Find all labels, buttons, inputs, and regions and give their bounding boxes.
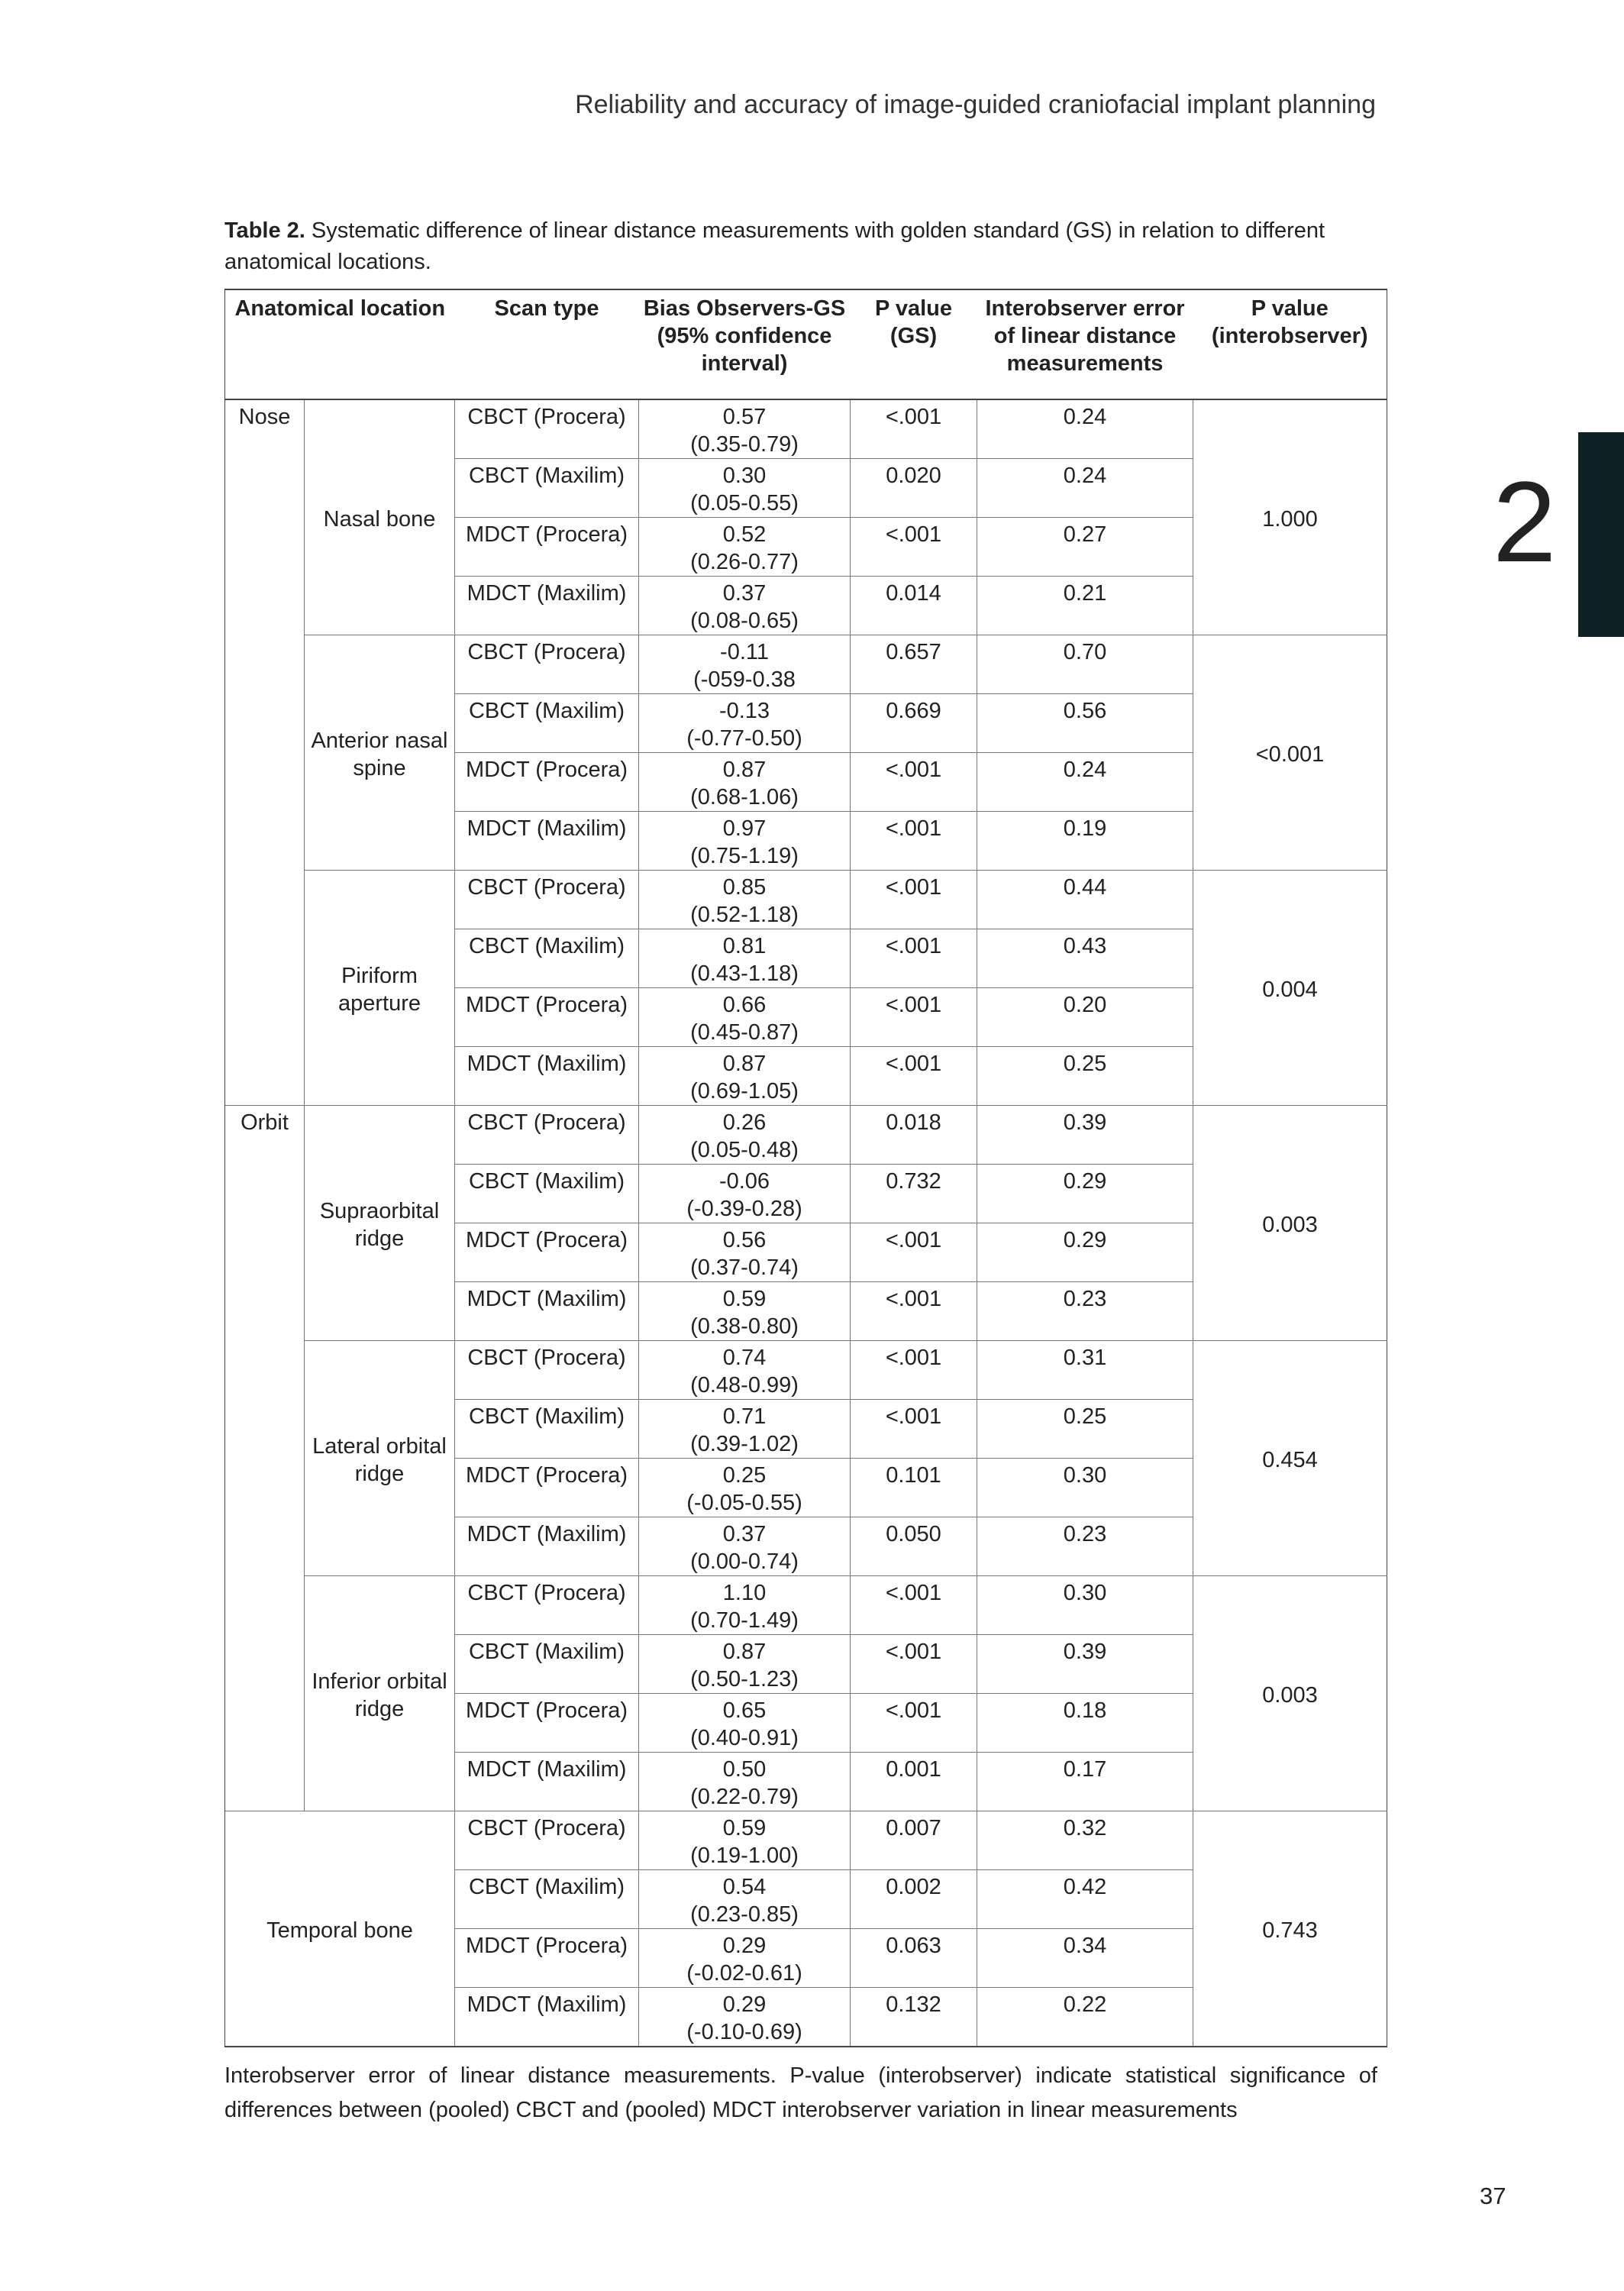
bias-value: 0.26 [722, 1110, 767, 1135]
ci-value: (0.43-1.18) [690, 961, 799, 986]
scan-type-cell: CBCT (Maxilim) [455, 929, 639, 988]
p-gs-cell: <.001 [851, 753, 977, 812]
p-gs-cell: <.001 [851, 929, 977, 988]
bias-cell [639, 1576, 851, 1635]
p-gs-cell: 0.002 [851, 1870, 977, 1929]
bias-value: 0.59 [722, 1816, 767, 1840]
header-p-gs: P value (GS) [851, 289, 977, 399]
scan-type-cell: MDCT (Maxilim) [455, 1517, 639, 1576]
ci-value: (0.39-1.02) [690, 1432, 799, 1456]
bias-cell [639, 694, 851, 753]
scan-type-cell: MDCT (Procera) [455, 1694, 639, 1753]
p-gs-cell: <.001 [851, 1400, 977, 1459]
interobserver-cell: 0.23 [977, 1282, 1193, 1341]
ci-value: (0.48-0.99) [690, 1373, 799, 1398]
chapter-tab [1578, 432, 1624, 637]
p-gs-cell: <.001 [851, 1282, 977, 1341]
p-gs-cell: 0.001 [851, 1753, 977, 1811]
bias-value: 0.87 [722, 1052, 767, 1076]
interobserver-cell: 0.39 [977, 1635, 1193, 1694]
p-gs-cell: 0.063 [851, 1929, 977, 1988]
bias-cell [639, 635, 851, 694]
bias-cell [639, 1106, 851, 1165]
p-inter-cell: 0.454 [1193, 1341, 1387, 1576]
bias-value: 0.71 [722, 1404, 767, 1429]
scan-type-cell: CBCT (Procera) [455, 1576, 639, 1635]
bias-value: 0.37 [722, 581, 767, 606]
scan-type-cell: MDCT (Maxilim) [455, 1753, 639, 1811]
location-piriform-aperture: Piriform aperture [305, 871, 455, 1106]
p-gs-cell: 0.101 [851, 1459, 977, 1517]
p-gs-cell: 0.014 [851, 577, 977, 635]
interobserver-cell: 0.24 [977, 399, 1193, 459]
bias-value: 0.54 [722, 1875, 767, 1899]
ci-value: (0.69-1.05) [690, 1079, 799, 1103]
interobserver-cell: 0.27 [977, 518, 1193, 577]
header-scan-type: Scan type [455, 289, 639, 399]
p-gs-cell: 0.657 [851, 635, 977, 694]
scan-type-cell: CBCT (Maxilim) [455, 1165, 639, 1223]
interobserver-cell: 0.44 [977, 871, 1193, 929]
bias-value: 0.87 [722, 758, 767, 782]
bias-cell [639, 1165, 851, 1223]
bias-value: 0.37 [722, 1522, 767, 1546]
bias-value: 0.87 [722, 1640, 767, 1664]
caption-label: Table 2. [224, 218, 305, 243]
interobserver-cell: 0.29 [977, 1223, 1193, 1282]
interobserver-cell: 0.29 [977, 1165, 1193, 1223]
scan-type-cell: MDCT (Maxilim) [455, 812, 639, 871]
p-gs-cell: <.001 [851, 1694, 977, 1753]
location-supraorbital-ridge: Supraorbital ridge [305, 1106, 455, 1341]
header-interobserver: Interobserver error of linear distance measurements [977, 289, 1193, 399]
bias-cell [639, 459, 851, 518]
table-footnote: Interobserver error of linear distance measurements. P-value (interobserver) indicate statistical significance of differences between (pooled) CBCT and (pooled) MDCT interobserver variation in linear measurements [224, 2063, 1377, 2122]
p-gs-cell: <.001 [851, 871, 977, 929]
p-gs-cell: 0.669 [851, 694, 977, 753]
ci-value: (-059-0.38 [693, 667, 796, 692]
ci-value: (-0.39-0.28) [686, 1197, 802, 1221]
bias-value: 0.57 [722, 405, 767, 429]
scan-type-cell: CBCT (Procera) [455, 871, 639, 929]
ci-value: (0.37-0.74) [690, 1255, 799, 1280]
p-inter-cell: 0.003 [1193, 1576, 1387, 1811]
bias-cell [639, 1870, 851, 1929]
ci-value: (0.38-0.80) [690, 1314, 799, 1339]
table-row [225, 399, 1387, 459]
interobserver-cell: 0.34 [977, 1929, 1193, 1988]
p-inter-cell: 0.003 [1193, 1106, 1387, 1341]
bias-cell [639, 988, 851, 1047]
bias-cell [639, 1341, 851, 1400]
location-nasal-bone: Nasal bone [305, 399, 455, 635]
location-temporal-bone: Temporal bone [225, 1811, 455, 2047]
interobserver-cell: 0.39 [977, 1106, 1193, 1165]
header-p-inter: P value (interobserver) [1193, 289, 1387, 399]
bias-value: 0.66 [722, 993, 767, 1017]
interobserver-cell: 0.25 [977, 1400, 1193, 1459]
ci-value: (0.50-1.23) [690, 1667, 799, 1692]
caption-text: Systematic difference of linear distance measurements with golden standard (GS) in relation to different anatomical locations. [224, 218, 1325, 274]
table-row [225, 871, 1387, 929]
bias-cell [639, 399, 851, 459]
bias-cell [639, 1988, 851, 2047]
bias-value: 0.81 [722, 934, 767, 958]
bias-value: 0.59 [722, 1287, 767, 1311]
p-gs-cell: 0.050 [851, 1517, 977, 1576]
bias-value: 0.50 [722, 1757, 767, 1782]
scan-type-cell: MDCT (Procera) [455, 1223, 639, 1282]
scan-type-cell: MDCT (Procera) [455, 1459, 639, 1517]
bias-cell [639, 577, 851, 635]
running-head: Reliability and accuracy of image-guided craniofacial implant planning [575, 90, 1376, 119]
bias-cell [639, 812, 851, 871]
interobserver-cell: 0.23 [977, 1517, 1193, 1576]
ci-value: (0.75-1.19) [690, 844, 799, 868]
bias-cell [639, 518, 851, 577]
scan-type-cell: MDCT (Procera) [455, 988, 639, 1047]
interobserver-cell: 0.43 [977, 929, 1193, 988]
ci-value: (-0.02-0.61) [686, 1961, 802, 1986]
bias-cell [639, 1694, 851, 1753]
bias-value: -0.13 [718, 699, 770, 723]
location-anterior-nasal-spine: Anterior nasal spine [305, 635, 455, 871]
scan-type-cell: CBCT (Procera) [455, 399, 639, 459]
bias-value: 0.74 [722, 1346, 767, 1370]
scan-type-cell: MDCT (Maxilim) [455, 577, 639, 635]
table-row [225, 1576, 1387, 1635]
scan-type-cell: CBCT (Maxilim) [455, 694, 639, 753]
bias-cell [639, 871, 851, 929]
location-inferior-orbital-ridge: Inferior orbital ridge [305, 1576, 455, 1811]
scan-type-cell: CBCT (Procera) [455, 1341, 639, 1400]
header-location: Anatomical location [225, 289, 455, 399]
p-inter-cell: <0.001 [1193, 635, 1387, 871]
ci-value: (0.35-0.79) [690, 432, 799, 457]
ci-value: (0.05-0.55) [690, 491, 799, 515]
bias-value: 0.56 [722, 1228, 767, 1252]
bias-cell [639, 1223, 851, 1282]
p-gs-cell: <.001 [851, 1576, 977, 1635]
bias-value: 0.30 [722, 464, 767, 488]
interobserver-cell: 0.56 [977, 694, 1193, 753]
interobserver-cell: 0.20 [977, 988, 1193, 1047]
ci-value: (0.45-0.87) [690, 1020, 799, 1045]
interobserver-cell: 0.21 [977, 577, 1193, 635]
ci-value: (-0.10-0.69) [686, 2020, 802, 2044]
ci-value: (0.23-0.85) [690, 1902, 799, 1927]
ci-value: (0.19-1.00) [690, 1843, 799, 1868]
ci-value: (0.70-1.49) [690, 1608, 799, 1633]
interobserver-cell: 0.32 [977, 1811, 1193, 1870]
ci-value: (0.68-1.06) [690, 785, 799, 809]
bias-value: 0.85 [722, 875, 767, 900]
bias-cell [639, 1635, 851, 1694]
bias-value: 0.29 [722, 1992, 767, 2017]
header-bias: Bias Observers-GS (95% confidence interval) [639, 289, 851, 399]
region-nose: Nose [225, 399, 305, 1106]
p-gs-cell: <.001 [851, 1635, 977, 1694]
scan-type-cell: MDCT (Maxilim) [455, 1988, 639, 2047]
ci-value: (-0.77-0.50) [686, 726, 802, 751]
chapter-number: 2 [1493, 457, 1557, 586]
ci-value: (0.26-0.77) [690, 550, 799, 574]
scan-type-cell: MDCT (Procera) [455, 753, 639, 812]
bias-value: 0.97 [722, 816, 767, 841]
scan-type-cell: CBCT (Maxilim) [455, 459, 639, 518]
interobserver-cell: 0.19 [977, 812, 1193, 871]
p-gs-cell: <.001 [851, 1341, 977, 1400]
interobserver-cell: 0.31 [977, 1341, 1193, 1400]
p-gs-cell: <.001 [851, 1047, 977, 1106]
interobserver-cell: 0.30 [977, 1576, 1193, 1635]
bias-value: -0.11 [720, 640, 769, 664]
scan-type-cell: MDCT (Procera) [455, 1929, 639, 1988]
interobserver-cell: 0.70 [977, 635, 1193, 694]
bias-cell [639, 1459, 851, 1517]
p-inter-cell: 1.000 [1193, 399, 1387, 635]
p-inter-cell: 0.743 [1193, 1811, 1387, 2047]
bias-value: 0.29 [722, 1934, 767, 1958]
bias-value: 0.52 [722, 522, 767, 547]
scan-type-cell: CBCT (Procera) [455, 1811, 639, 1870]
scan-type-cell: MDCT (Maxilim) [455, 1047, 639, 1106]
table-row [225, 1811, 1387, 1870]
scan-type-cell: CBCT (Maxilim) [455, 1635, 639, 1694]
p-gs-cell: 0.007 [851, 1811, 977, 1870]
results-table [224, 289, 1387, 2047]
p-gs-cell: <.001 [851, 1223, 977, 1282]
p-inter-cell: 0.004 [1193, 871, 1387, 1106]
location-lateral-orbital-ridge: Lateral orbital ridge [305, 1341, 455, 1576]
ci-value: (0.05-0.48) [690, 1138, 799, 1162]
ci-value: (-0.05-0.55) [686, 1491, 802, 1515]
p-gs-cell: 0.018 [851, 1106, 977, 1165]
interobserver-cell: 0.24 [977, 753, 1193, 812]
p-gs-cell: 0.020 [851, 459, 977, 518]
page-number: 37 [1480, 2183, 1506, 2209]
p-gs-cell: <.001 [851, 399, 977, 459]
bias-cell [639, 1929, 851, 1988]
scan-type-cell: CBCT (Procera) [455, 1106, 639, 1165]
table-row [225, 1106, 1387, 1165]
p-gs-cell: <.001 [851, 518, 977, 577]
interobserver-cell: 0.24 [977, 459, 1193, 518]
ci-value: (0.08-0.65) [690, 609, 799, 633]
bias-cell [639, 1282, 851, 1341]
bias-cell [639, 1753, 851, 1811]
scan-type-cell: CBCT (Maxilim) [455, 1400, 639, 1459]
p-gs-cell: 0.132 [851, 1988, 977, 2047]
scan-type-cell: CBCT (Maxilim) [455, 1870, 639, 1929]
interobserver-cell: 0.30 [977, 1459, 1193, 1517]
p-gs-cell: 0.732 [851, 1165, 977, 1223]
interobserver-cell: 0.42 [977, 1870, 1193, 1929]
table-row [225, 1341, 1387, 1400]
bias-value: 1.10 [722, 1581, 767, 1605]
p-gs-cell: <.001 [851, 812, 977, 871]
bias-cell [639, 753, 851, 812]
scan-type-cell: MDCT (Procera) [455, 518, 639, 577]
ci-value: (0.00-0.74) [690, 1549, 799, 1574]
ci-value: (0.52-1.18) [690, 903, 799, 927]
scan-type-cell: CBCT (Procera) [455, 635, 639, 694]
interobserver-cell: 0.22 [977, 1988, 1193, 2047]
interobserver-cell: 0.25 [977, 1047, 1193, 1106]
region-orbit: Orbit [225, 1106, 305, 1811]
bias-cell [639, 1400, 851, 1459]
bias-value: -0.06 [718, 1169, 770, 1194]
scan-type-cell: MDCT (Maxilim) [455, 1282, 639, 1341]
table-header-row [225, 289, 1387, 399]
ci-value: (0.22-0.79) [690, 1785, 799, 1809]
bias-cell [639, 1811, 851, 1870]
ci-value: (0.40-0.91) [690, 1726, 799, 1750]
bias-cell [639, 1517, 851, 1576]
interobserver-cell: 0.18 [977, 1694, 1193, 1753]
bias-value: 0.65 [722, 1698, 767, 1723]
p-gs-cell: <.001 [851, 988, 977, 1047]
table-caption [224, 215, 1377, 278]
interobserver-cell: 0.17 [977, 1753, 1193, 1811]
bias-cell [639, 1047, 851, 1106]
bias-cell [639, 929, 851, 988]
bias-value: 0.25 [722, 1463, 767, 1488]
table-row [225, 635, 1387, 694]
